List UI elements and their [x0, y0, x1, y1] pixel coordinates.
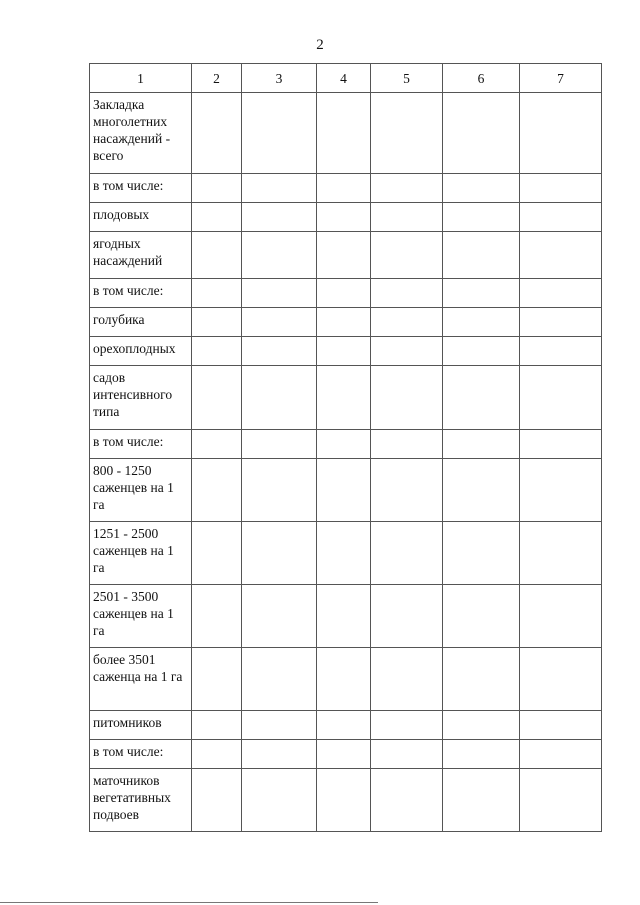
empty-cell-col-6[interactable] [443, 522, 520, 585]
empty-cell-col-2[interactable] [192, 308, 242, 337]
table-row [90, 337, 602, 366]
bottom-divider [0, 902, 378, 903]
row-label: Закладка многолетних насаждений - всего [90, 93, 192, 174]
empty-cell-col-5[interactable] [371, 308, 443, 337]
empty-cell-col-5[interactable] [371, 648, 443, 711]
table-row [90, 430, 602, 459]
empty-cell-col-2[interactable] [192, 711, 242, 740]
empty-cell-col-4[interactable] [317, 279, 371, 308]
row-label: 800 - 1250 саженцев на 1 га [90, 459, 192, 522]
empty-cell-col-7[interactable] [520, 769, 602, 832]
empty-cell-col-3[interactable] [242, 430, 317, 459]
empty-cell-col-6[interactable] [443, 279, 520, 308]
column-header-3: 3 [242, 64, 317, 93]
row-label: в том числе: [90, 279, 192, 308]
table-row [90, 203, 602, 232]
empty-cell-col-7[interactable] [520, 648, 602, 711]
empty-cell-col-7[interactable] [520, 430, 602, 459]
row-label: в том числе: [90, 430, 192, 459]
row-label: более 3501 саженца на 1 га [90, 648, 192, 711]
empty-cell-col-2[interactable] [192, 585, 242, 648]
empty-cell-col-7[interactable] [520, 366, 602, 430]
empty-cell-col-5[interactable] [371, 337, 443, 366]
header-row [90, 64, 602, 93]
table-row [90, 522, 602, 585]
empty-cell-col-6[interactable] [443, 430, 520, 459]
empty-cell-col-2[interactable] [192, 769, 242, 832]
column-header-7: 7 [520, 64, 602, 93]
row-label: голубика [90, 308, 192, 337]
empty-cell-col-5[interactable] [371, 93, 443, 174]
row-label: 1251 - 2500 саженцев на 1 га [90, 522, 192, 585]
table-row [90, 740, 602, 769]
empty-cell-col-5[interactable] [371, 430, 443, 459]
table-row [90, 769, 602, 832]
empty-cell-col-5[interactable] [371, 522, 443, 585]
empty-cell-col-7[interactable] [520, 522, 602, 585]
table-row [90, 279, 602, 308]
empty-cell-col-4[interactable] [317, 740, 371, 769]
empty-cell-col-3[interactable] [242, 232, 317, 279]
empty-cell-col-5[interactable] [371, 203, 443, 232]
empty-cell-col-6[interactable] [443, 459, 520, 522]
empty-cell-col-5[interactable] [371, 279, 443, 308]
empty-cell-col-2[interactable] [192, 522, 242, 585]
column-header-6: 6 [443, 64, 520, 93]
empty-cell-col-2[interactable] [192, 430, 242, 459]
empty-cell-col-4[interactable] [317, 203, 371, 232]
empty-cell-col-5[interactable] [371, 174, 443, 203]
empty-cell-col-2[interactable] [192, 93, 242, 174]
column-header-5: 5 [371, 64, 443, 93]
table-row [90, 711, 602, 740]
empty-cell-col-3[interactable] [242, 522, 317, 585]
empty-cell-col-7[interactable] [520, 740, 602, 769]
table-row [90, 232, 602, 279]
table-row [90, 93, 602, 174]
empty-cell-col-5[interactable] [371, 232, 443, 279]
empty-cell-col-3[interactable] [242, 740, 317, 769]
empty-cell-col-3[interactable] [242, 459, 317, 522]
empty-cell-col-7[interactable] [520, 337, 602, 366]
empty-cell-col-4[interactable] [317, 648, 371, 711]
empty-cell-col-3[interactable] [242, 711, 317, 740]
empty-cell-col-3[interactable] [242, 769, 317, 832]
empty-cell-col-7[interactable] [520, 93, 602, 174]
empty-cell-col-2[interactable] [192, 174, 242, 203]
empty-cell-col-5[interactable] [371, 585, 443, 648]
empty-cell-col-6[interactable] [443, 308, 520, 337]
table-row [90, 648, 602, 711]
empty-cell-col-3[interactable] [242, 279, 317, 308]
empty-cell-col-4[interactable] [317, 711, 371, 740]
empty-cell-col-6[interactable] [443, 93, 520, 174]
empty-cell-col-4[interactable] [317, 366, 371, 430]
empty-cell-col-6[interactable] [443, 711, 520, 740]
empty-cell-col-3[interactable] [242, 585, 317, 648]
table-row [90, 174, 602, 203]
empty-cell-col-2[interactable] [192, 337, 242, 366]
empty-cell-col-4[interactable] [317, 459, 371, 522]
row-label: орехоплодных [90, 337, 192, 366]
empty-cell-col-2[interactable] [192, 203, 242, 232]
empty-cell-col-7[interactable] [520, 174, 602, 203]
empty-cell-col-4[interactable] [317, 522, 371, 585]
table-row [90, 459, 602, 522]
table-body [90, 93, 602, 832]
empty-cell-col-4[interactable] [317, 585, 371, 648]
empty-cell-col-3[interactable] [242, 648, 317, 711]
empty-cell-col-4[interactable] [317, 232, 371, 279]
table-row [90, 585, 602, 648]
empty-cell-col-3[interactable] [242, 203, 317, 232]
empty-cell-col-4[interactable] [317, 174, 371, 203]
empty-cell-col-6[interactable] [443, 769, 520, 832]
empty-cell-col-2[interactable] [192, 366, 242, 430]
empty-cell-col-5[interactable] [371, 740, 443, 769]
empty-cell-col-4[interactable] [317, 337, 371, 366]
row-label: ягодных насаждений [90, 232, 192, 279]
empty-cell-col-7[interactable] [520, 232, 602, 279]
empty-cell-col-5[interactable] [371, 366, 443, 430]
empty-cell-col-7[interactable] [520, 279, 602, 308]
empty-cell-col-7[interactable] [520, 203, 602, 232]
row-label: маточников вегетативных подвоев [90, 769, 192, 832]
empty-cell-col-2[interactable] [192, 740, 242, 769]
table-row [90, 366, 602, 430]
form-table [89, 63, 602, 832]
empty-cell-col-4[interactable] [317, 308, 371, 337]
empty-cell-col-6[interactable] [443, 232, 520, 279]
column-header-4: 4 [317, 64, 371, 93]
empty-cell-col-3[interactable] [242, 174, 317, 203]
empty-cell-col-6[interactable] [443, 337, 520, 366]
empty-cell-col-7[interactable] [520, 585, 602, 648]
empty-cell-col-6[interactable] [443, 648, 520, 711]
row-label: в том числе: [90, 174, 192, 203]
empty-cell-col-2[interactable] [192, 459, 242, 522]
empty-cell-col-3[interactable] [242, 337, 317, 366]
empty-cell-col-6[interactable] [443, 366, 520, 430]
empty-cell-col-7[interactable] [520, 459, 602, 522]
empty-cell-col-7[interactable] [520, 711, 602, 740]
empty-cell-col-6[interactable] [443, 740, 520, 769]
empty-cell-col-6[interactable] [443, 585, 520, 648]
empty-cell-col-2[interactable] [192, 279, 242, 308]
empty-cell-col-5[interactable] [371, 459, 443, 522]
empty-cell-col-2[interactable] [192, 648, 242, 711]
empty-cell-col-4[interactable] [317, 430, 371, 459]
row-label: 2501 - 3500 саженцев на 1 га [90, 585, 192, 648]
row-label: плодовых [90, 203, 192, 232]
empty-cell-col-7[interactable] [520, 308, 602, 337]
empty-cell-col-3[interactable] [242, 366, 317, 430]
empty-cell-col-2[interactable] [192, 232, 242, 279]
table-row [90, 308, 602, 337]
row-label: питомников [90, 711, 192, 740]
empty-cell-col-5[interactable] [371, 711, 443, 740]
empty-cell-col-3[interactable] [242, 308, 317, 337]
row-label: садов интенсивного типа [90, 366, 192, 430]
empty-cell-col-4[interactable] [317, 769, 371, 832]
row-label: в том числе: [90, 740, 192, 769]
page-number: 2 [316, 37, 324, 53]
column-header-1: 1 [90, 64, 192, 93]
column-header-2: 2 [192, 64, 242, 93]
empty-cell-col-6[interactable] [443, 203, 520, 232]
empty-cell-col-5[interactable] [371, 769, 443, 832]
empty-cell-col-4[interactable] [317, 93, 371, 174]
empty-cell-col-6[interactable] [443, 174, 520, 203]
empty-cell-col-3[interactable] [242, 93, 317, 174]
